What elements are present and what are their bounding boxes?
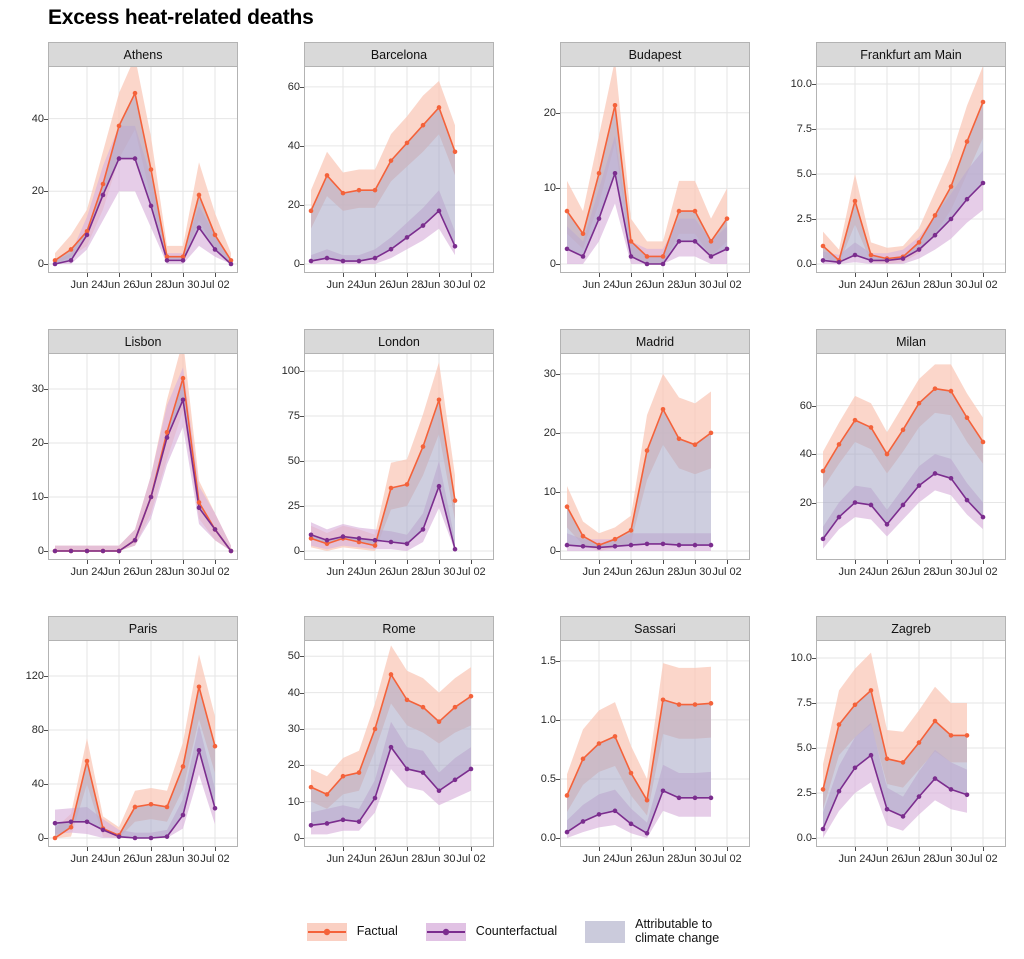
y-axis-tick-label: 0 — [37, 545, 44, 557]
plot-area — [304, 353, 494, 560]
y-axis-tick-label: 0 — [37, 832, 44, 844]
x-axis-tick-label: Jun 26 — [614, 566, 648, 578]
facet-panel — [0, 325, 256, 612]
panel-title: Barcelona — [304, 42, 494, 68]
facet-panel — [0, 612, 256, 899]
x-axis-tick — [631, 273, 632, 277]
x-axis-tick-label: Jun 26 — [358, 566, 392, 578]
x-axis-tick-label: Jun 30 — [422, 279, 456, 291]
x-axis-tick-label: Jun 30 — [422, 853, 456, 865]
x-axis-tick — [599, 273, 600, 277]
x-axis-tick — [919, 560, 920, 564]
x-axis-tick-label: Jun 30 — [678, 279, 712, 291]
legend-item — [424, 917, 557, 947]
y-axis-tick-label: 100 — [281, 365, 300, 377]
x-axis-tick — [919, 847, 920, 851]
x-axis-tick — [439, 560, 440, 564]
y-axis-tick-label: 0 — [293, 832, 300, 844]
plot-area — [816, 66, 1006, 273]
x-axis-tick — [887, 560, 888, 564]
y-axis-tick — [300, 656, 304, 657]
x-axis-tick — [855, 273, 856, 277]
y-axis-tick-label: 10.0 — [790, 652, 812, 664]
x-axis-tick — [375, 273, 376, 277]
facet-panel — [512, 325, 768, 612]
x-axis-tick — [151, 847, 152, 851]
panel-title: Madrid — [560, 329, 750, 355]
y-axis-tick — [812, 129, 816, 130]
x-axis-tick-label: Jun 28 — [390, 279, 424, 291]
y-axis-tick — [44, 443, 48, 444]
y-axis-tick — [44, 119, 48, 120]
y-axis-tick-label: 20 — [31, 185, 44, 198]
x-axis-tick — [343, 560, 344, 564]
facet-panel — [768, 612, 1024, 899]
y-axis-tick — [556, 838, 560, 839]
y-axis-tick — [556, 264, 560, 265]
y-axis-tick — [300, 416, 304, 417]
x-axis-tick-label: Jun 30 — [934, 279, 968, 291]
facet-panel — [768, 325, 1024, 612]
x-axis-tick — [599, 560, 600, 564]
x-axis-tick-label: Jun 28 — [134, 853, 168, 865]
x-axis-tick — [727, 847, 728, 851]
y-axis-tick-label: 10.0 — [790, 78, 812, 90]
x-axis-tick — [951, 847, 952, 851]
x-axis-tick — [919, 273, 920, 277]
x-axis-tick-label: Jun 28 — [646, 853, 680, 865]
y-axis-tick-label: 80 — [31, 724, 44, 736]
y-axis-tick-label: 20 — [543, 426, 556, 439]
x-axis-tick-label: Jul 02 — [712, 279, 742, 291]
y-axis-tick-label: 5.0 — [796, 168, 812, 180]
facet-panel — [0, 38, 256, 325]
y-axis-tick-label: 40 — [287, 686, 300, 699]
x-axis-tick — [663, 847, 664, 851]
legend-label: Factual — [356, 924, 398, 939]
x-axis-tick-label: Jun 26 — [358, 853, 392, 865]
x-axis-tick-label: Jun 28 — [902, 566, 936, 578]
y-axis-tick — [812, 454, 816, 455]
plot-area — [816, 640, 1006, 847]
x-axis-tick — [855, 847, 856, 851]
x-axis-tick — [631, 560, 632, 564]
y-axis-tick-label: 10 — [543, 485, 556, 498]
panel-title: Lisbon — [48, 329, 238, 355]
y-axis-tick-label: 0 — [37, 258, 44, 270]
x-axis-tick — [951, 273, 952, 277]
y-axis-tick-label: 20 — [543, 106, 556, 119]
x-axis-tick-label: Jun 24 — [582, 853, 616, 865]
x-axis-tick-label: Jul 02 — [456, 853, 486, 865]
panel-title: Paris — [48, 616, 238, 642]
y-axis-tick-label: 10 — [287, 795, 300, 808]
y-axis-tick-label: 40 — [31, 778, 44, 790]
y-axis-tick-label: 1.5 — [540, 654, 556, 667]
x-axis-tick — [87, 847, 88, 851]
y-axis-tick — [44, 551, 48, 552]
y-axis-tick-label: 120 — [25, 670, 44, 682]
plot-area — [560, 353, 750, 560]
facet-panel — [512, 612, 768, 899]
x-axis-tick — [183, 847, 184, 851]
x-axis-tick — [87, 560, 88, 564]
x-axis-tick — [727, 560, 728, 564]
chart-legend — [0, 905, 1024, 959]
plot-area — [48, 640, 238, 847]
y-axis-tick — [556, 492, 560, 493]
page-title: Excess heat-related deaths — [48, 6, 314, 29]
y-axis-tick-label: 20 — [287, 759, 300, 772]
y-axis-tick — [300, 461, 304, 462]
y-axis-tick — [812, 174, 816, 175]
x-axis-tick-label: Jun 28 — [902, 853, 936, 865]
x-axis-tick-label: Jun 30 — [678, 566, 712, 578]
y-axis-tick — [556, 188, 560, 189]
y-axis-tick — [556, 661, 560, 662]
plot-area — [48, 66, 238, 273]
x-axis-tick-label: Jun 30 — [166, 853, 200, 865]
y-axis-tick-label: 25 — [287, 500, 300, 512]
y-axis-tick — [44, 497, 48, 498]
y-axis-tick-label: 20 — [799, 496, 812, 509]
x-axis-tick-label: Jun 24 — [70, 853, 104, 865]
plot-area — [48, 353, 238, 560]
y-axis-tick — [300, 551, 304, 552]
x-axis-tick-label: Jul 02 — [712, 566, 742, 578]
y-axis-tick — [300, 506, 304, 507]
y-axis-tick-label: 10 — [31, 491, 44, 503]
y-axis-tick-label: 60 — [799, 399, 812, 412]
x-axis-tick-label: Jun 30 — [422, 566, 456, 578]
x-axis-tick — [407, 847, 408, 851]
x-axis-tick — [183, 560, 184, 564]
y-axis-tick — [300, 838, 304, 839]
x-axis-tick — [119, 560, 120, 564]
x-axis-tick-label: Jun 26 — [102, 853, 136, 865]
y-axis-tick-label: 75 — [287, 410, 300, 422]
x-axis-tick-label: Jun 26 — [358, 279, 392, 291]
x-axis-tick — [215, 273, 216, 277]
y-axis-tick — [556, 720, 560, 721]
x-axis-tick-label: Jun 24 — [70, 279, 104, 291]
y-axis-tick-label: 30 — [543, 367, 556, 380]
x-axis-tick-label: Jun 30 — [166, 279, 200, 291]
x-axis-tick-label: Jun 28 — [646, 279, 680, 291]
x-axis-tick — [631, 847, 632, 851]
panel-title: Sassari — [560, 616, 750, 642]
x-axis-tick — [727, 273, 728, 277]
facet-panel — [256, 38, 512, 325]
y-axis-tick — [300, 371, 304, 372]
x-axis-tick-label: Jun 30 — [934, 566, 968, 578]
plot-area — [816, 353, 1006, 560]
y-axis-tick — [812, 406, 816, 407]
x-axis-tick-label: Jun 28 — [390, 566, 424, 578]
x-axis-tick-label: Jun 24 — [70, 566, 104, 578]
y-axis-tick-label: 60 — [287, 80, 300, 93]
plot-area — [560, 66, 750, 273]
x-axis-tick — [951, 560, 952, 564]
x-axis-tick-label: Jun 26 — [614, 279, 648, 291]
x-axis-tick — [887, 847, 888, 851]
x-axis-tick-label: Jul 02 — [200, 279, 230, 291]
x-axis-tick-label: Jun 24 — [582, 279, 616, 291]
y-axis-tick-label: 0 — [549, 545, 556, 557]
panel-grid — [0, 38, 1024, 898]
y-axis-tick — [300, 264, 304, 265]
x-axis-tick-label: Jul 02 — [968, 853, 998, 865]
x-axis-tick-label: Jun 28 — [390, 853, 424, 865]
x-axis-tick — [119, 273, 120, 277]
x-axis-tick — [471, 847, 472, 851]
x-axis-tick — [215, 847, 216, 851]
y-axis-tick-label: 0 — [293, 545, 300, 557]
y-axis-tick-label: 50 — [287, 455, 300, 467]
y-axis-tick — [44, 784, 48, 785]
x-axis-tick-label: Jun 26 — [102, 279, 136, 291]
y-axis-tick — [812, 793, 816, 794]
x-axis-tick-label: Jun 24 — [582, 566, 616, 578]
x-axis-tick — [471, 273, 472, 277]
y-axis-tick — [812, 503, 816, 504]
x-axis-tick — [855, 560, 856, 564]
x-axis-tick-label: Jun 30 — [934, 853, 968, 865]
plot-area — [304, 640, 494, 847]
y-axis-tick — [44, 838, 48, 839]
panel-title: Athens — [48, 42, 238, 68]
y-axis-tick — [812, 748, 816, 749]
y-axis-tick-label: 2.5 — [796, 213, 812, 225]
y-axis-tick — [300, 765, 304, 766]
x-axis-tick — [151, 273, 152, 277]
y-axis-tick-label: 0 — [293, 258, 300, 270]
y-axis-tick — [556, 551, 560, 552]
y-axis-tick-label: 50 — [287, 650, 300, 663]
y-axis-tick — [812, 703, 816, 704]
x-axis-tick-label: Jun 28 — [134, 279, 168, 291]
x-axis-tick — [215, 560, 216, 564]
facet-panel — [256, 612, 512, 899]
y-axis-tick-label: 5.0 — [796, 742, 812, 754]
y-axis-tick — [44, 676, 48, 677]
x-axis-tick-label: Jun 24 — [838, 279, 872, 291]
x-axis-tick — [663, 273, 664, 277]
x-axis-tick-label: Jul 02 — [712, 853, 742, 865]
legend-key — [305, 917, 349, 947]
y-axis-tick-label: 7.5 — [796, 697, 812, 709]
x-axis-tick-label: Jun 26 — [870, 279, 904, 291]
x-axis-tick — [599, 847, 600, 851]
y-axis-tick — [556, 113, 560, 114]
x-axis-tick — [407, 560, 408, 564]
x-axis-tick — [151, 560, 152, 564]
x-axis-tick — [695, 273, 696, 277]
x-axis-tick-label: Jun 24 — [326, 279, 360, 291]
y-axis-tick — [812, 219, 816, 220]
panel-title: Budapest — [560, 42, 750, 68]
x-axis-tick-label: Jun 24 — [326, 566, 360, 578]
y-axis-tick-label: 30 — [31, 383, 44, 395]
y-axis-tick — [44, 264, 48, 265]
y-axis-tick-label: 20 — [287, 198, 300, 211]
x-axis-tick-label: Jun 30 — [678, 853, 712, 865]
x-axis-tick-label: Jul 02 — [200, 853, 230, 865]
panel-title: Milan — [816, 329, 1006, 355]
y-axis-tick — [556, 779, 560, 780]
y-axis-tick-label: 0.0 — [796, 832, 812, 844]
x-axis-tick — [983, 560, 984, 564]
y-axis-tick — [556, 433, 560, 434]
x-axis-tick-label: Jul 02 — [968, 566, 998, 578]
y-axis-tick — [300, 693, 304, 694]
y-axis-tick — [556, 374, 560, 375]
x-axis-tick-label: Jun 28 — [646, 566, 680, 578]
y-axis-tick-label: 40 — [287, 139, 300, 152]
x-axis-tick-label: Jun 26 — [870, 566, 904, 578]
x-axis-tick-label: Jun 24 — [326, 853, 360, 865]
panel-title: Zagreb — [816, 616, 1006, 642]
y-axis-tick — [812, 838, 816, 839]
legend-item — [583, 917, 719, 947]
x-axis-tick-label: Jul 02 — [968, 279, 998, 291]
y-axis-tick-label: 2.5 — [796, 787, 812, 799]
panel-title: Rome — [304, 616, 494, 642]
y-axis-tick-label: 0.0 — [540, 832, 556, 844]
x-axis-tick — [183, 273, 184, 277]
x-axis-tick-label: Jun 30 — [166, 566, 200, 578]
legend-label: Attributable to climate change — [635, 917, 720, 945]
x-axis-tick-label: Jul 02 — [456, 566, 486, 578]
x-axis-tick — [471, 560, 472, 564]
legend-key — [583, 917, 627, 947]
y-axis-tick — [300, 87, 304, 88]
x-axis-tick — [983, 847, 984, 851]
facet-panel — [512, 38, 768, 325]
panel-title: Frankfurt am Main — [816, 42, 1006, 68]
facet-panel — [256, 325, 512, 612]
y-axis-tick-label: 0 — [549, 258, 556, 270]
y-axis-tick-label: 0.0 — [796, 258, 812, 270]
y-axis-tick — [44, 389, 48, 390]
y-axis-tick — [812, 264, 816, 265]
x-axis-tick — [695, 847, 696, 851]
y-axis-tick-label: 10 — [543, 182, 556, 195]
y-axis-tick-label: 0.5 — [540, 772, 556, 785]
x-axis-tick — [343, 273, 344, 277]
y-axis-tick — [812, 658, 816, 659]
plot-area — [304, 66, 494, 273]
x-axis-tick — [439, 847, 440, 851]
y-axis-tick — [300, 802, 304, 803]
panel-title: London — [304, 329, 494, 355]
x-axis-tick — [375, 560, 376, 564]
legend-label: Counterfactual — [475, 924, 558, 939]
x-axis-tick-label: Jun 28 — [902, 279, 936, 291]
x-axis-tick — [439, 273, 440, 277]
x-axis-tick — [407, 273, 408, 277]
x-axis-tick — [983, 273, 984, 277]
x-axis-tick — [119, 847, 120, 851]
legend-item — [305, 917, 398, 947]
x-axis-tick-label: Jun 24 — [838, 853, 872, 865]
x-axis-tick — [87, 273, 88, 277]
x-axis-tick-label: Jul 02 — [200, 566, 230, 578]
legend-key — [424, 917, 468, 947]
x-axis-tick — [887, 273, 888, 277]
x-axis-tick-label: Jul 02 — [456, 279, 486, 291]
y-axis-tick — [44, 191, 48, 192]
x-axis-tick-label: Jun 26 — [102, 566, 136, 578]
x-axis-tick-label: Jun 26 — [614, 853, 648, 865]
x-axis-tick-label: Jun 28 — [134, 566, 168, 578]
y-axis-tick — [44, 730, 48, 731]
y-axis-tick-label: 1.0 — [540, 713, 556, 726]
x-axis-tick — [663, 560, 664, 564]
y-axis-tick — [300, 146, 304, 147]
y-axis-tick-label: 20 — [31, 437, 44, 449]
y-axis-tick — [812, 84, 816, 85]
y-axis-tick-label: 40 — [31, 112, 44, 125]
x-axis-tick — [695, 560, 696, 564]
y-axis-tick-label: 30 — [287, 722, 300, 735]
plot-area — [560, 640, 750, 847]
x-axis-tick — [375, 847, 376, 851]
y-axis-tick — [300, 729, 304, 730]
y-axis-tick-label: 40 — [799, 448, 812, 461]
y-axis-tick — [300, 205, 304, 206]
facet-panel — [768, 38, 1024, 325]
y-axis-tick-label: 7.5 — [796, 123, 812, 135]
x-axis-tick-label: Jun 24 — [838, 566, 872, 578]
x-axis-tick-label: Jun 26 — [870, 853, 904, 865]
x-axis-tick — [343, 847, 344, 851]
